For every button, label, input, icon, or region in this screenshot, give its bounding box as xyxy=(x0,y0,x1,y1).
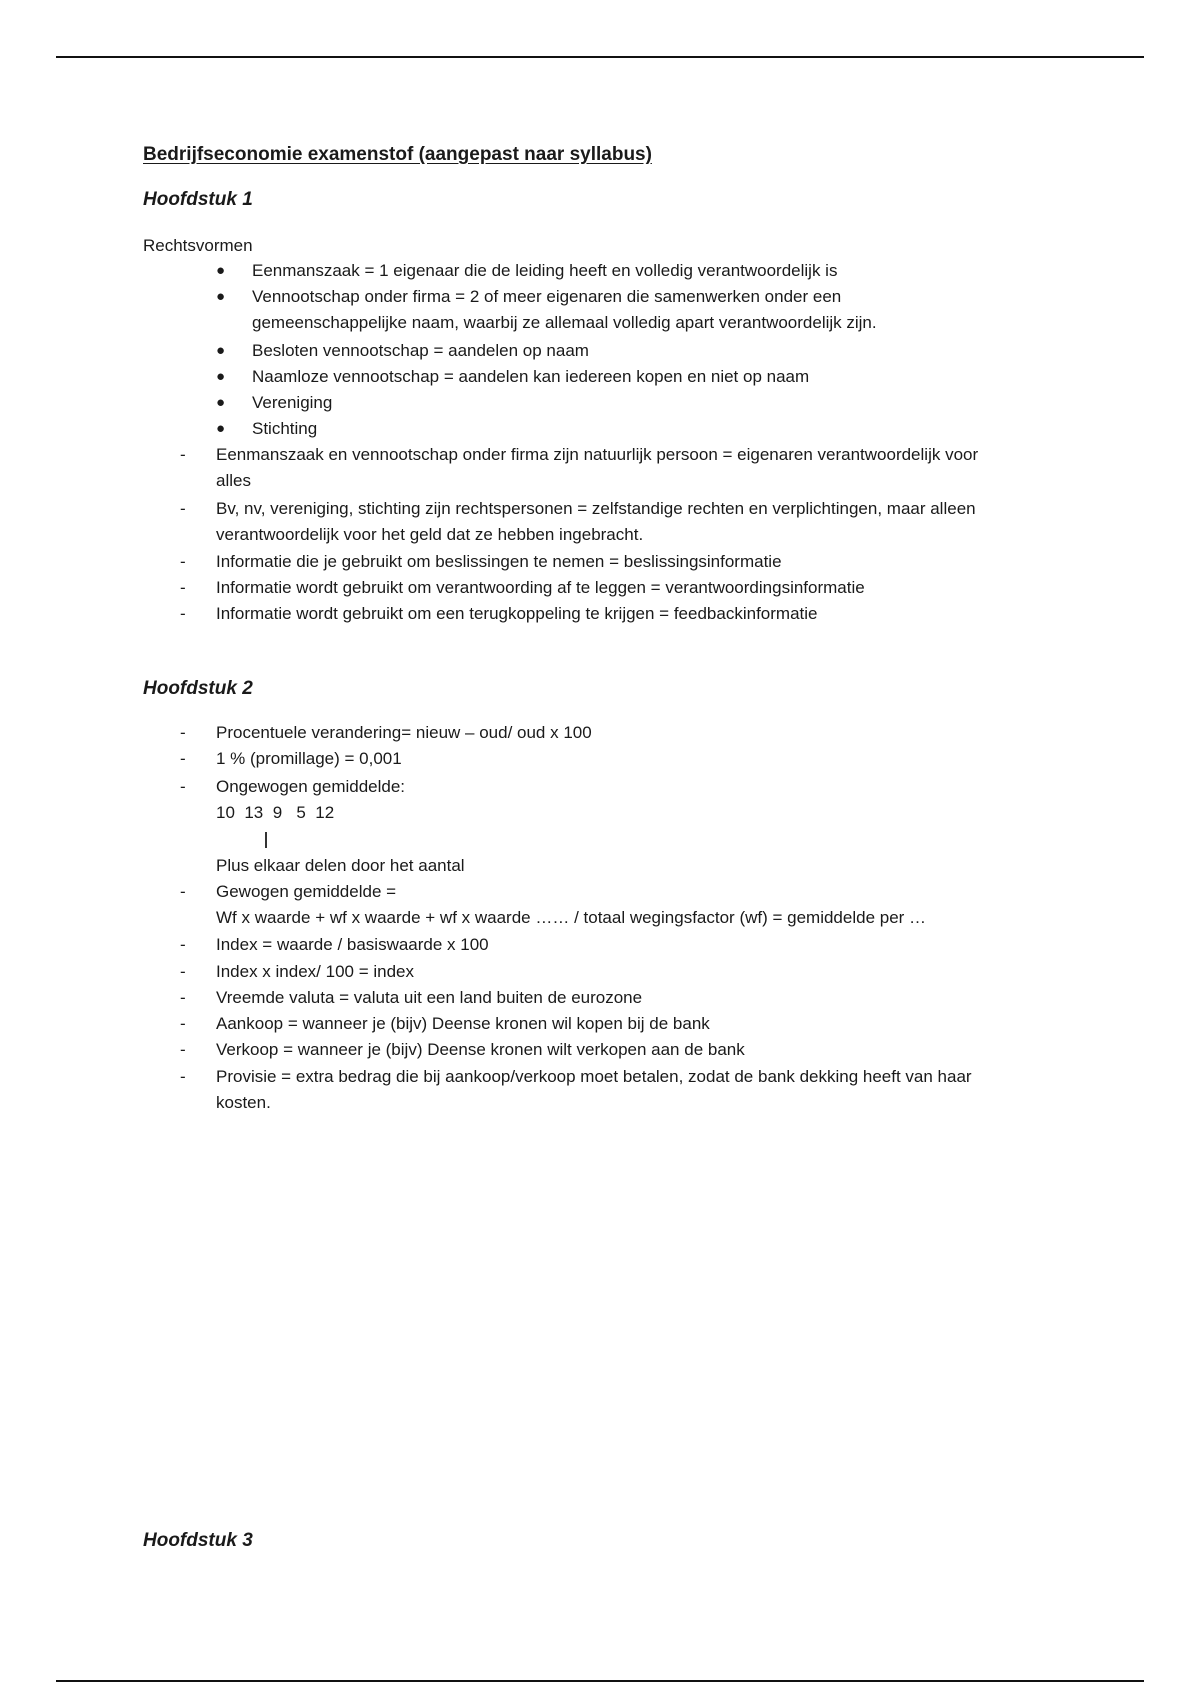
dash-marker: - xyxy=(180,749,186,768)
dash-marker: - xyxy=(180,723,186,742)
dash-marker: - xyxy=(180,578,186,597)
dash-marker: - xyxy=(180,882,186,901)
dash-marker: - xyxy=(180,445,186,464)
dash-marker: - xyxy=(180,988,186,1007)
dash-marker: - xyxy=(180,962,186,981)
bullet-icon: ● xyxy=(216,342,226,359)
chapter-1-subheading: Rechtsvormen xyxy=(143,236,253,255)
text-cursor xyxy=(265,832,267,848)
document-title: Bedrijfseconomie examenstof (aangepast naar syllabus) xyxy=(143,144,652,165)
header-rule xyxy=(56,56,1144,58)
bullet-icon: ● xyxy=(216,368,226,385)
chapter-3-heading: Hoofdstuk 3 xyxy=(143,1530,253,1551)
bullet-icon: ● xyxy=(216,394,226,411)
dash-marker: - xyxy=(180,935,186,954)
dash-marker: - xyxy=(180,777,186,796)
dash-marker: - xyxy=(180,552,186,571)
dash-marker: - xyxy=(180,1014,186,1033)
footer-rule xyxy=(56,1680,1144,1682)
chapter-2-heading: Hoofdstuk 2 xyxy=(143,678,253,699)
bullet-icon: ● xyxy=(216,262,226,279)
dash-marker: - xyxy=(180,1067,186,1086)
dash-marker: - xyxy=(180,1040,186,1059)
dash-marker: - xyxy=(180,604,186,623)
bullet-icon: ● xyxy=(216,288,226,305)
chapter-1-heading: Hoofdstuk 1 xyxy=(143,189,253,210)
dash-marker: - xyxy=(180,499,186,518)
bullet-icon: ● xyxy=(216,420,226,437)
